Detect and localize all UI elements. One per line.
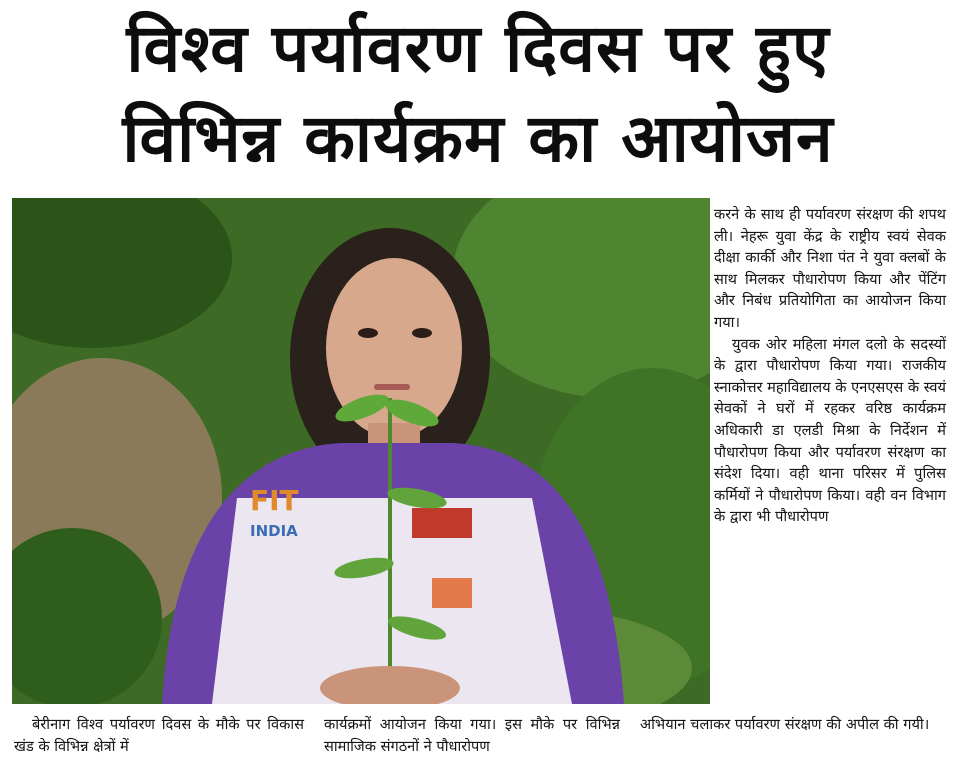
news-photo (12, 198, 710, 704)
article-paragraph-1: करने के साथ ही पर्यावरण संरक्षण की शपथ ली। नेहरू युवा केंद्र के राष्ट्रीय स्वयं सेवक दीक्षा कार्की और निशा पंत ने युवा क्लबों के साथ मिलकर पौधारोपण किया और पेंटिंग और निबंध प्रतियोगिता का आयोजन किया गया। (714, 206, 946, 331)
headline-line-1: विश्व पर्यावरण दिवस पर हुए (126, 10, 830, 87)
jacket-logo-india: INDIA (250, 522, 298, 540)
article-bottom-column-3 (640, 714, 946, 736)
headline-line-2: विभिन्न कार्यक्रम का आयोजन (122, 100, 834, 177)
jacket-logo-fit: FIT (250, 484, 299, 517)
article-bottom-column-1 (14, 714, 304, 757)
article-right-column (714, 204, 946, 528)
headline (10, 4, 946, 184)
article-bottom-text-1: बेरीनाग विश्व पर्यावरण दिवस के मौके पर विकास खंड के विभिन्न क्षेत्रों में (14, 716, 304, 755)
article-bottom-text-3: अभियान चलाकर पर्यावरण संरक्षण की अपील की गयी। (640, 716, 930, 733)
article-bottom-column-2 (324, 714, 620, 757)
article-bottom-text-2: कार्यक्रमों आयोजन किया गया। इस मौके पर विभिन्न सामाजिक संगठनों ने पौधारोपण (324, 716, 620, 755)
article-paragraph-2: युवक ओर महिला मंगल दलो के सदस्यों के द्वारा पौधारोपण किया गया। राजकीय स्नाकोत्तर महाविद्यालय के एनएसएस के स्वयं सेवकों ने घरों में रहकर वरिष्ठ कार्यक्रम अधिकारी डा एलडी मिश्रा के निर्देशन में पौधारोपण किया और पर्यावरण संरक्षण का संदेश दिया। वही थाना परिसर में पुलिस कर्मियों ने पौधारोपण किया। वही वन विभाग के द्वारा भी पौधारोपण (714, 335, 946, 526)
photo-illustration (12, 198, 710, 704)
